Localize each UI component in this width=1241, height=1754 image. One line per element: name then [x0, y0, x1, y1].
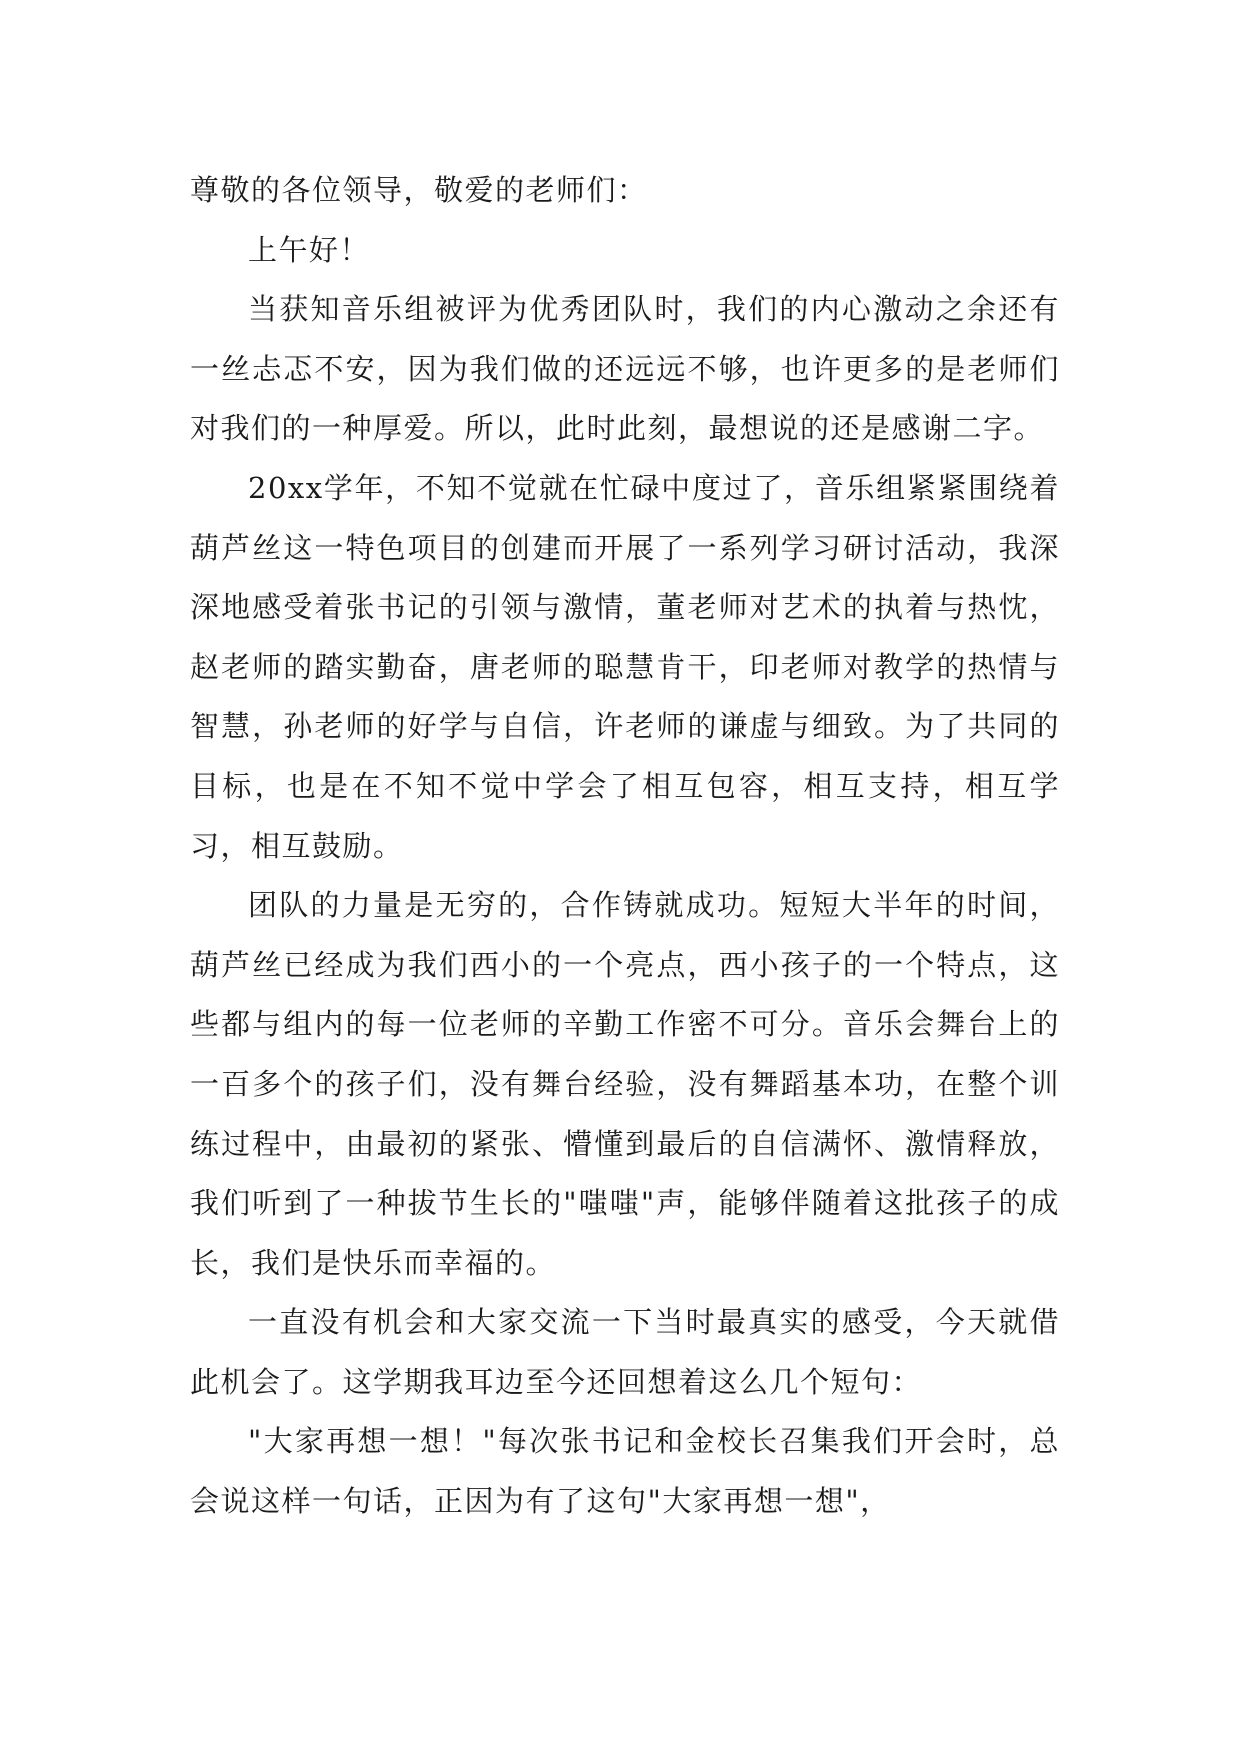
paragraph-3: 团队的力量是无穷的，合作铸就成功。短短大半年的时间，葫芦丝已经成为我们西小的一个亮点，西小孩子的一个特点，这些都与组内的每一位老师的辛勤工作密不可分。音乐会舞台上的一百多个的孩子们，没有舞台经验，没有舞蹈基本功，在整个训练过程中，由最初的紧张、懵懂到最后的自信满怀、激情释放，我们听到了一种拔节生长的"嗤嗤"声，能够伴随着这批孩子的成长，我们是快乐而幸福的。	[190, 888, 1060, 1280]
paragraph-1: 当获知音乐组被评为优秀团队时，我们的内心激动之余还有一丝忐忑不安，因为我们做的还远远不够，也许更多的是老师们对我们的一种厚爱。所以，此时此刻，最想说的还是感谢二字。	[190, 292, 1060, 446]
paragraph-2: 20xx学年，不知不觉就在忙碌中度过了，音乐组紧紧围绕着葫芦丝这一特色项目的创建而开展了一系列学习研讨活动，我深深地感受着张书记的引领与激情，董老师对艺术的执着与热忱，赵老师的踏实勤奋，唐老师的聪慧肯干，印老师对教学的热情与智慧，孙老师的好学与自信，许老师的谦虚与细致。为了共同的目标，也是在不知不觉中学会了相互包容，相互支持，相互学习，相互鼓励。	[190, 470, 1060, 863]
document-body	[190, 161, 1060, 1532]
paragraph-4: 一直没有机会和大家交流一下当时最真实的感受，今天就借此机会了。这学期我耳边至今还回想着这么几个短句：	[190, 1305, 1060, 1399]
paragraph-5: "大家再想一想！"每次张书记和金校长召集我们开会时，总会说这样一句话，正因为有了这句"大家再想一想"，	[190, 1424, 1060, 1519]
paragraph-greeting: 上午好！	[248, 232, 371, 267]
salutation: 尊敬的各位领导，敬爱的老师们：	[190, 173, 648, 207]
